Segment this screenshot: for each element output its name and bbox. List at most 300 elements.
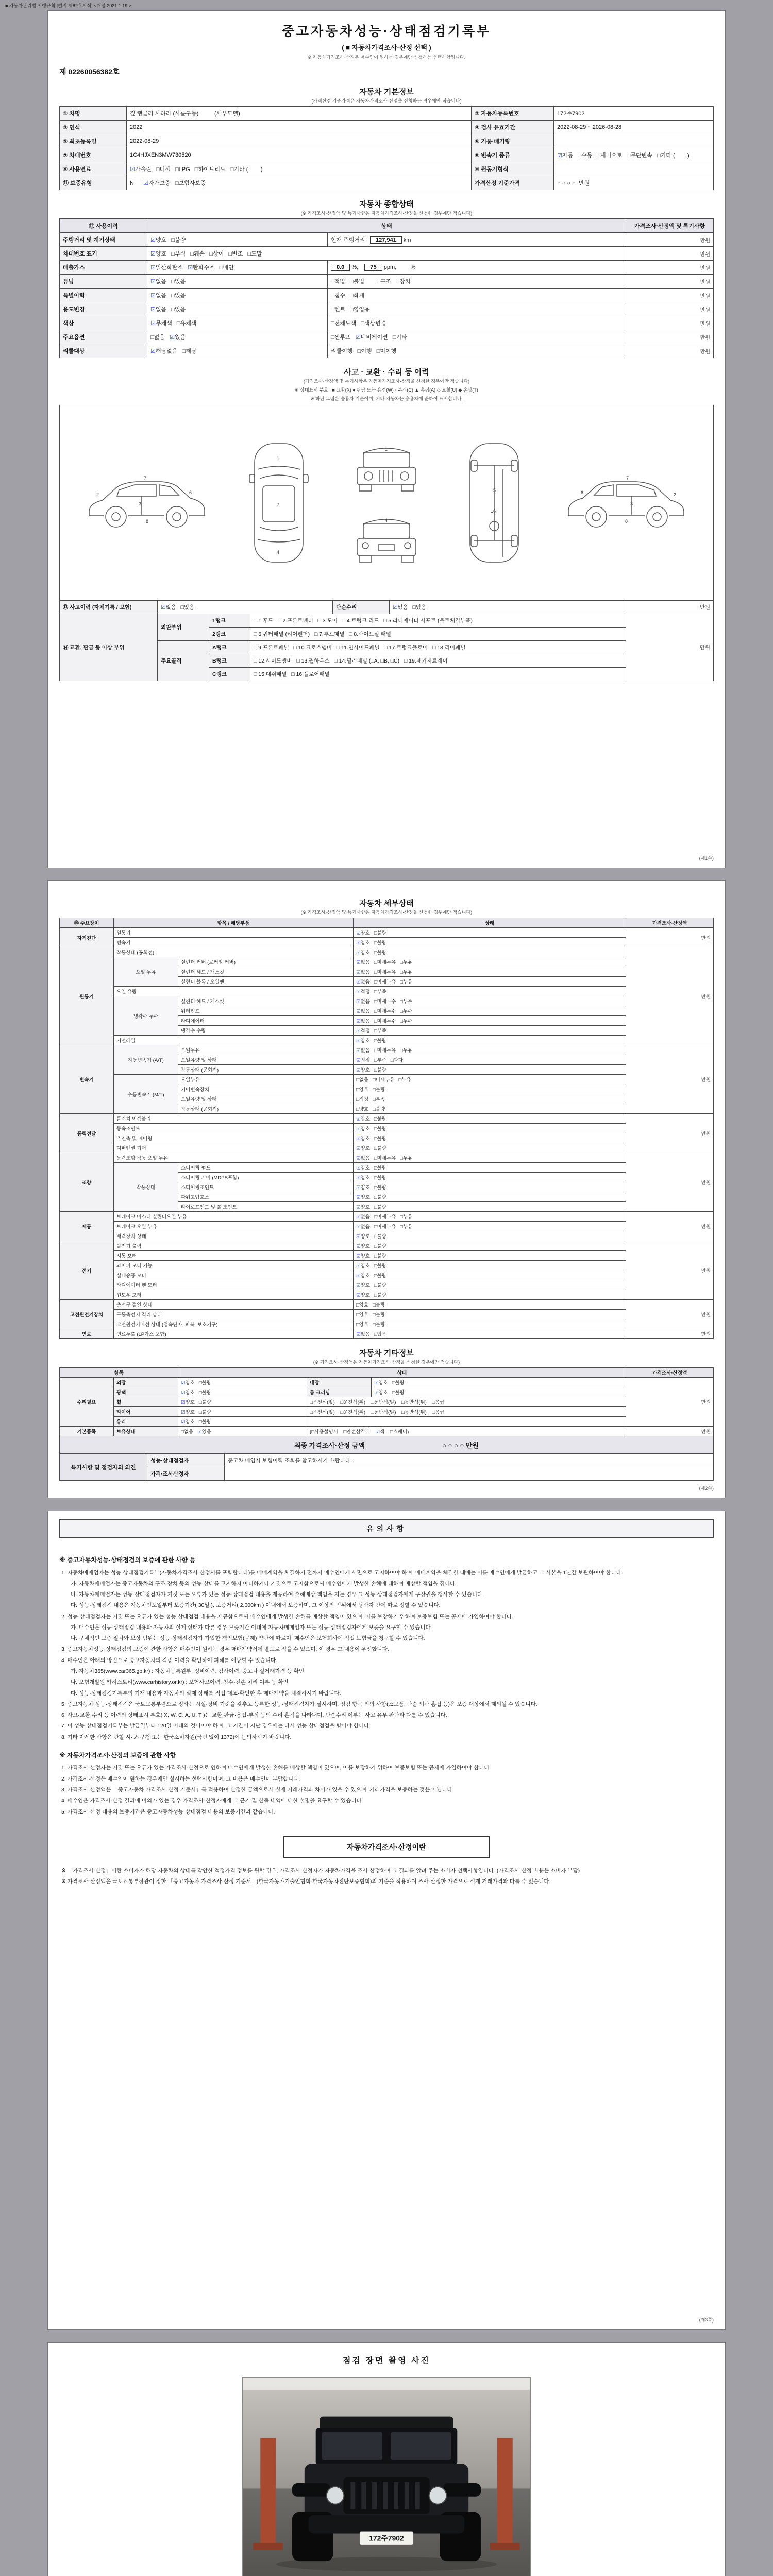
detail-state-options[interactable]: ☑없음 □미세누유 □누유 xyxy=(354,957,626,967)
appraiser-label: 가격·조사산정자 xyxy=(147,1467,225,1481)
warranty-type-options[interactable]: N ☑자가보증 □보험사보증 xyxy=(127,176,472,190)
final-price-value[interactable]: ○ ○ ○ ○ 만원 xyxy=(442,1442,479,1449)
detail-state-options[interactable]: ☑양호 □불량 xyxy=(354,947,626,957)
detail-header-state: 상태 xyxy=(354,918,626,928)
other-extra-options[interactable]: □운전석(앞) □운전석(뒤) □동반석(앞) □동반석(뒤) □응급 xyxy=(307,1397,626,1407)
detail-price-cell: 만원 xyxy=(626,947,714,1045)
detail-state-options[interactable]: ☑양호 □불량 xyxy=(354,1173,626,1182)
detail-state-options[interactable]: ☑적정 □부족 xyxy=(354,1026,626,1036)
detail-state-options[interactable]: ☑양호 □불량 xyxy=(354,1036,626,1045)
detail-item-label: 오일누유 xyxy=(178,1045,354,1055)
table-row xyxy=(60,275,714,289)
detail-item-label: 작동상태 (공회전) xyxy=(178,1065,354,1075)
overall-state-options[interactable]: ☑양호 □부식 □훼손 □상이 □변조 □도말 xyxy=(147,247,626,261)
other-state-options[interactable]: ☑양호 □불량 xyxy=(178,1378,307,1387)
table-row xyxy=(60,261,714,275)
document-subtitle: ( ■ 자동차가격조사·산정 선택 ) xyxy=(342,44,431,52)
other-extra-options[interactable]: (□사용설명서 □안전삼각대 ☑잭 □스패너) xyxy=(307,1427,626,1436)
overall-price-cell: 만원 xyxy=(626,261,714,275)
detail-subgroup-label: 수동변속기 (M/T) xyxy=(114,1075,178,1114)
overall-item-label: 주요옵션 xyxy=(60,330,147,344)
detail-item-label: 스티어링조인트 xyxy=(178,1182,354,1192)
overall-state-options[interactable]: □없음 ☑있음 xyxy=(147,330,328,344)
final-price-label: 최종 가격조사·산정 금액 xyxy=(294,1442,365,1449)
inspection-photo-front xyxy=(242,2377,531,2576)
other-extra-options[interactable]: □운전석(앞) □운전석(뒤) □동반석(앞) □동반석(뒤) □응급 xyxy=(307,1407,626,1417)
overall-state-options[interactable]: ☑없음 □있음 xyxy=(147,289,328,302)
detail-state-options[interactable]: ☑양호 □불량 xyxy=(354,1192,626,1202)
detail-item-label: 브레이크 마스터 실린더오일 누유 xyxy=(114,1212,354,1222)
detail-state-options[interactable]: ☑양호 □불량 xyxy=(354,1182,626,1192)
detail-price-cell: 만원 xyxy=(626,1114,714,1153)
detail-state-options[interactable]: ☑없음 □미세누유 □누유 xyxy=(354,1222,626,1231)
detail-item-label: 원동기 xyxy=(114,928,354,938)
detail-state-options[interactable]: □양호 □불량 xyxy=(354,1084,626,1094)
overall-item-label: 특별이력 xyxy=(60,289,147,302)
photo-section-title: 점검 장면 촬영 사진 xyxy=(343,2357,430,2365)
page-4 xyxy=(47,2342,726,2576)
table-row xyxy=(60,247,714,261)
table-row xyxy=(60,1280,714,1290)
overall-header-state: 상태 xyxy=(147,219,626,233)
detail-item-label: 실린더 블록 / 오일팬 xyxy=(178,977,354,987)
overall-header-price: 가격조사·산정액 및 특기사항 xyxy=(626,219,714,233)
main-frame-label: 주요골격 xyxy=(158,641,209,681)
other-state-options[interactable]: ☑양호 □불량 xyxy=(178,1387,307,1397)
table-row xyxy=(60,1397,714,1407)
detail-state-options[interactable]: ☑양호 □불량 xyxy=(354,928,626,938)
form-reference-note: ■ 자동차관리법 시행규칙 [별지 제82호서식] <개정 2021.1.19.> xyxy=(5,3,131,8)
table-row xyxy=(60,1045,714,1055)
final-price-row xyxy=(59,1436,714,1454)
table-row xyxy=(60,107,714,121)
table-row xyxy=(60,947,714,957)
overall-state-note: (※ 가격조사·산정액 및 특기사항은 자동차가격조사·산정을 신청한 경우에만 적습니다) xyxy=(300,211,473,216)
detail-item-label: 디퍼렌셜 기어 xyxy=(114,1143,354,1153)
other-state-options[interactable]: ☑양호 □불량 xyxy=(178,1407,307,1417)
detail-item-label: 작동상태 (공회전) xyxy=(114,947,354,957)
rank-b-label: B랭크 xyxy=(209,654,250,668)
detail-state-options[interactable]: ☑양호 □불량 xyxy=(354,1124,626,1133)
other-info-title: 자동차 기타정보 xyxy=(359,1349,414,1358)
overall-extra-options[interactable]: □적법 □불법 □구조 □장치 xyxy=(328,275,626,289)
svg-text:7: 7 xyxy=(143,476,146,481)
jeep-front-view xyxy=(292,2417,481,2562)
detail-group-label: 전기 xyxy=(60,1241,114,1300)
detail-item-label: 냉각수 수량 xyxy=(178,1026,354,1036)
notes-paragraph: 8. 기타 자세한 사항은 관할 시·군·구청 또는 한국소비자원(국번 없이 1372)에 문의하시기 바랍니다. xyxy=(61,1734,292,1740)
price-definition-title: 자동차가격조사·산정이란 xyxy=(283,1836,490,1858)
detail-state-options[interactable]: ☑적정 □부족 xyxy=(354,987,626,996)
detail-item-label: 기어변속장치 xyxy=(178,1084,354,1094)
damage-legend: ※ 상태표시 부호 : ■ 교환(X) ● 판금 또는 용접(W) ◦ 부식(C) ▲ 흠집(A) ◇ 요철(U) ◆ 손상(T) xyxy=(295,387,478,393)
base-price-value[interactable]: ○ ○ ○ ○ 만원 xyxy=(554,176,714,190)
other-info-note: (※ 가격조사·산정액은 자동차가격조사·산정을 신청한 경우에만 적습니다) xyxy=(313,1360,460,1365)
detail-state-options[interactable]: ☑양호 □불량 xyxy=(354,1290,626,1300)
page-1 xyxy=(47,10,726,868)
svg-text:8: 8 xyxy=(625,519,628,524)
table-row xyxy=(60,1310,714,1319)
detail-item-label: 구동축전지 격리 상태 xyxy=(114,1310,354,1319)
svg-text:2: 2 xyxy=(674,492,677,497)
svg-text:6: 6 xyxy=(189,490,192,495)
transmission-label: ⑧ 변속기 종류 xyxy=(472,148,554,162)
svg-text:1: 1 xyxy=(276,456,279,461)
other-item-label: 외장 xyxy=(114,1378,178,1387)
detail-state-options[interactable]: ☑없음 □미세누유 □누유 xyxy=(354,1153,626,1163)
notes-paragraph: 2. 가격조사·산정은 매수인이 원하는 경우에만 실시하는 선택사항이며, 그 비용은 매수인이 부담합니다. xyxy=(61,1775,300,1782)
model-year-value[interactable]: 2022 xyxy=(127,121,472,134)
rank-a-items[interactable]: □ 9.프론트패널 □ 10.크로스멤버 □ 11.인사이드패널 □ 17.트렁크플로어 □ 18.리어패널 xyxy=(250,641,626,654)
simple-repair-options[interactable]: ☑없음 □있음 xyxy=(390,601,626,614)
detail-state-options[interactable]: ☑양호 □불량 xyxy=(354,1065,626,1075)
table-row xyxy=(60,219,714,233)
transmission-options[interactable]: ☑자동 □수동 □세미오토 □무단변속 □기타 ( ) xyxy=(554,148,714,162)
first-registration-value[interactable]: 2022-08-29 xyxy=(127,134,472,148)
page-number: (제2쪽) xyxy=(699,1486,714,1491)
fuel-options[interactable]: ☑가솔린 □디젤 □LPG □하이브리드 □기타 ( ) xyxy=(127,162,472,176)
table-row xyxy=(60,1114,714,1124)
svg-text:15: 15 xyxy=(491,488,496,493)
detail-state-options[interactable]: ☑없음 □미세누수 □누수 xyxy=(354,996,626,1006)
table-row xyxy=(60,330,714,344)
accident-history-label: ⑬ 사고이력 (자체기록 / 보험) xyxy=(60,601,158,614)
other-item-label: 보유상태 xyxy=(114,1427,178,1436)
table-row xyxy=(60,918,714,928)
table-row xyxy=(60,1417,714,1427)
other-group-label: 기본품목 xyxy=(60,1427,114,1436)
other-price-cell: 만원 xyxy=(626,1427,714,1436)
detail-item-label: 윈도우 모터 xyxy=(114,1290,354,1300)
overall-item-label: 배출가스 xyxy=(60,261,147,275)
table-row xyxy=(60,1467,714,1481)
detail-state-options[interactable]: ☑양호 □불량 xyxy=(354,1143,626,1153)
rank-a-label: A랭크 xyxy=(209,641,250,654)
detail-state-options[interactable]: ☑양호 □불량 xyxy=(354,1231,626,1241)
detail-state-options[interactable]: □없음 □미세누유 □누유 xyxy=(354,1075,626,1084)
table-row xyxy=(60,1319,714,1329)
table-row xyxy=(60,121,714,134)
table-row xyxy=(60,1075,714,1084)
inspection-period-value[interactable]: 2022-08-29 ~ 2026-08-28 xyxy=(554,121,714,134)
table-row xyxy=(60,316,714,330)
other-state-options[interactable]: ☑양호 □불량 xyxy=(178,1397,307,1407)
svg-text:3: 3 xyxy=(630,501,633,506)
table-row xyxy=(60,1143,714,1153)
other-item-label: 룸 크리닝 xyxy=(307,1387,372,1397)
overall-item-label: 주행거리 및 계기상태 xyxy=(60,233,147,247)
detail-state-options[interactable]: ☑양호 □불량 xyxy=(354,1270,626,1280)
notes-paragraph: 1. 자동차매매업자는 성능·상태점검기록부(자동차가격조사·산정서를 포함합니다)를 매매계약을 체결하기 전까지 매수인에게 서면으로 고지하여야 하며, 매매계약을 체결한 때에는 이를 매수인에게 발급하고 그 사본을 1년간 보관하여야 합니다. xyxy=(61,1569,623,1576)
table-row xyxy=(60,938,714,947)
page-3 xyxy=(47,1511,726,2330)
fuel-label: ⑨ 사용연료 xyxy=(60,162,127,176)
document-number: 제 02260056382호 xyxy=(59,67,120,76)
car-name-label: ① 차명 xyxy=(60,107,127,121)
basic-info-note: (가격산정 기준가격은 자동차가격조사·산정을 신청하는 경우에만 적습니다) xyxy=(311,98,462,104)
other-item-label: 내장 xyxy=(307,1378,372,1387)
notes-paragraph: 5. 가격조사·산정 내용의 보증기간은 중고자동차성능·상태점검 내용의 보증기간과 같습니다. xyxy=(61,1808,275,1815)
inspector-remark[interactable]: 중고차 매입시 보험이력 조회를 참고하시기 바랍니다. xyxy=(225,1454,714,1467)
other-state-options[interactable]: □없음 ☑있음 xyxy=(178,1427,307,1436)
model-year-label: ③ 연식 xyxy=(60,121,127,134)
detail-group-label: 원동기 xyxy=(60,947,114,1045)
detail-state-options[interactable]: □양호 □불량 xyxy=(354,1300,626,1310)
car-front-diagram xyxy=(348,438,425,496)
other-extra-options[interactable] xyxy=(307,1417,626,1427)
overall-state-options[interactable]: ☑양호 □불량 xyxy=(147,233,328,247)
detail-item-label: 클러치 어셈블리 xyxy=(114,1114,354,1124)
notes-section-heading: ※ 중고자동차성능·상태점검의 보증에 관한 사항 등 xyxy=(59,1556,196,1564)
table-row xyxy=(60,1378,714,1387)
table-row xyxy=(60,1241,714,1251)
table-row xyxy=(60,1133,714,1143)
engine-type-label: ⑩ 원동기형식 xyxy=(472,162,554,176)
overall-item-label: 튜닝 xyxy=(60,275,147,289)
detail-state-note: (※ 가격조사·산정액 및 특기사항은 자동차가격조사·산정을 신청한 경우에만 적습니다) xyxy=(300,910,473,915)
car-name-value[interactable]: 짚 랭글러 사하라 (사륜구동) (세부모델) xyxy=(127,107,472,121)
car-damage-diagram xyxy=(59,405,714,601)
overall-state-options[interactable]: ☑없음 □있음 xyxy=(147,275,328,289)
detail-group-label: 자기진단 xyxy=(60,928,114,947)
detail-item-label: 와이퍼 모터 기능 xyxy=(114,1261,354,1270)
table-row xyxy=(60,289,714,302)
other-state-options[interactable]: ☑양호 □불량 xyxy=(372,1387,626,1397)
other-state-options[interactable]: ☑양호 □불량 xyxy=(372,1378,626,1387)
detail-state-options[interactable]: ☑양호 □불량 xyxy=(354,1261,626,1270)
table-row xyxy=(60,996,714,1006)
table-row xyxy=(60,1407,714,1417)
detail-item-label: 라디에이터 xyxy=(178,1016,354,1026)
overall-extra-options[interactable]: 0.0 %, 75 ppm, % xyxy=(328,261,626,275)
other-item-label: 광택 xyxy=(114,1387,178,1397)
accident-history-options[interactable]: ☑없음 □있음 xyxy=(158,601,333,614)
notes-paragraph: 1. 가격조사·산정자는 거짓 또는 오류가 있는 가격조사·산정으로 인하여 매수인에게 발생한 손해를 배상할 책임이 있으며, 이를 보장하기 위하여 보증보험 또는 공제에 가입하여야 합니다. xyxy=(61,1765,491,1771)
detail-state-options[interactable]: ☑양호 □불량 xyxy=(354,1241,626,1251)
other-header-price: 가격조사·산정액 xyxy=(626,1368,714,1378)
detail-state-options[interactable]: ☑양호 □불량 xyxy=(354,938,626,947)
notes-paragraph: 4. 매수인은 아래의 방법으로 중고자동차의 각종 이력을 확인하여 피해를 예방할 수 있습니다. xyxy=(61,1657,278,1664)
detail-item-label: 타이로드엔드 및 볼 조인트 xyxy=(178,1202,354,1212)
registration-number-label: ② 자동차등록번호 xyxy=(472,107,554,121)
warranty-type-label: ⑪ 보증유형 xyxy=(60,176,127,190)
price-definition-paragraph: ※ 「가격조사·산정」이란 소비자가 해당 자동차의 상태를 감안한 적정가격 정보를 원할 경우, 가격조사·산정자가 자동차가격을 조사·산정하여 그 결과를 알려 주는 소비자 선택사항입니다. (가격조사·산정 비용은 소비자 부담) xyxy=(61,1867,580,1874)
detail-item-label: 충전구 절연 상태 xyxy=(114,1300,354,1310)
table-row xyxy=(60,1454,714,1467)
detail-item-label: 오일누유 xyxy=(178,1075,354,1084)
page-number: (제1쪽) xyxy=(699,856,714,861)
detail-header-system: ⑮ 주요장치 xyxy=(60,918,114,928)
detail-state-options[interactable]: ☑양호 □불량 xyxy=(354,1163,626,1173)
overall-state-options[interactable]: ☑무채색 □유채색 xyxy=(147,316,328,330)
detail-state-options[interactable]: ☑양호 □불량 xyxy=(354,1202,626,1212)
inspector-label: 성능·상태점검자 xyxy=(147,1454,225,1467)
detail-item-label: 스티어링 기어 (MDPS포함) xyxy=(178,1173,354,1182)
detail-item-label: 추진축 및 베어링 xyxy=(114,1133,354,1143)
other-state-options[interactable]: ☑양호 □불량 xyxy=(178,1417,307,1427)
notes-paragraph: 나. 자동차매매업자는 성능·상태점검자가 거짓 또는 오류가 있는 성능·상태점검 내용을 제공하여 손해배상 책임을 지는 경우 그 성능·상태점검자에게 구상권을 행사할 수 있습니다. xyxy=(71,1591,484,1598)
remarks-table xyxy=(59,1453,714,1481)
table-row xyxy=(60,1368,714,1378)
detail-state-options[interactable]: ☑적정 □부족 □과다 xyxy=(354,1055,626,1065)
car-front-rear-diagrams xyxy=(348,438,425,567)
rank-b-items[interactable]: □ 12.사이드멤버 □ 13.휠하우스 □ 14.필러패널 (□A, □B, □C) □ 19.패키지트레이 xyxy=(250,654,626,668)
detail-group-label: 조향 xyxy=(60,1153,114,1212)
detail-item-label: 스티어링 펌프 xyxy=(178,1163,354,1173)
table-row xyxy=(60,1231,714,1241)
detail-state-options[interactable]: ☑없음 □미세누수 □누수 xyxy=(354,1016,626,1026)
detail-state-table xyxy=(59,918,714,1339)
exchange-repair-parts-table xyxy=(59,614,714,681)
detail-price-cell: 만원 xyxy=(626,1045,714,1114)
detail-item-label: 발전기 출력 xyxy=(114,1241,354,1251)
detail-item-label: 작동상태 (공회전) xyxy=(178,1104,354,1114)
detail-group-label: 연료 xyxy=(60,1329,114,1339)
detail-subgroup-label: 자동변속기 (A/T) xyxy=(114,1045,178,1075)
detail-group-label: 제동 xyxy=(60,1212,114,1241)
detail-item-label: 오일유량 및 상태 xyxy=(178,1094,354,1104)
notes-paragraph: 다. 성능·상태점검 내용은 자동차인도일부터 보증기간( 30일 ), 보증거리( 2,000km ) 이내에서 보증하며, 그 이상의 범위에서 당사자 간에 따로 정할 수 있습니다. xyxy=(71,1602,441,1609)
other-header-state: 상태 xyxy=(178,1368,626,1378)
table-row xyxy=(60,1387,714,1397)
overall-price-cell: 만원 xyxy=(626,275,714,289)
other-item-label: 휠 xyxy=(114,1397,178,1407)
table-row xyxy=(60,176,714,190)
detail-state-options[interactable]: ☑양호 □불량 xyxy=(354,1251,626,1261)
svg-text:4: 4 xyxy=(276,550,279,555)
notes-paragraph: 가. 자동차365(www.car365.go.kr) : 자동차등록원부, 정비이력, 검사이력, 중고차 실거래가격 등 확인 xyxy=(71,1668,305,1674)
svg-text:4: 4 xyxy=(384,518,388,523)
overall-state-options[interactable]: ☑해당없음 □해당 xyxy=(147,344,328,358)
notes-section-heading: ※ 자동차가격조사·산정의 보증에 관한 사항 xyxy=(59,1751,176,1759)
price-definition-body xyxy=(59,1864,714,1889)
base-price-label: 가격산정 기준가격 xyxy=(472,176,554,190)
table-row xyxy=(60,1261,714,1270)
overall-extra-options[interactable]: □전체도색 □색상변경 xyxy=(328,316,626,330)
svg-text:16: 16 xyxy=(491,509,496,514)
overall-price-cell: 만원 xyxy=(626,330,714,344)
simple-repair-label: 단순수리 xyxy=(333,601,390,614)
vin-value[interactable]: 1C4HJXEN3MW730520 xyxy=(127,148,472,162)
detail-state-options[interactable]: ☑없음 □미세누수 □누수 xyxy=(354,1006,626,1016)
overall-state-options[interactable]: ☑없음 □있음 xyxy=(147,302,328,316)
table-row xyxy=(60,1153,714,1163)
rank-1-items[interactable]: □ 1.후드 □ 2.프론트펜더 □ 3.도어 □ 4.트렁크 리드 □ 5.라디에이터 서포트 (볼트체결부품) xyxy=(250,614,626,628)
overall-extra-options[interactable]: □썬루프 ☑네비게이션 □기타 xyxy=(328,330,626,344)
inspection-period-label: ④ 검사 유효기간 xyxy=(472,121,554,134)
notes-paragraph: 2. 성능·상태점검자는 거짓 또는 오류가 있는 성능·상태점검 내용을 제공함으로써 매수인에게 발생한 손해를 배상할 책임이 있으며, 이를 보장하기 위하여 보증보험 또는 공제에 가입하여야 합니다. xyxy=(61,1613,513,1620)
overall-extra-options[interactable]: 리콜이행 □이행 □미이행 xyxy=(328,344,626,358)
other-item-label: 타이어 xyxy=(114,1407,178,1417)
table-row xyxy=(60,162,714,176)
detail-item-label: 실린더 헤드 / 개스킷 xyxy=(178,967,354,977)
detail-state-options[interactable]: ☑없음 □미세누유 □누유 xyxy=(354,1045,626,1055)
overall-state-options[interactable]: ☑일산화탄소 ☑탄화수소 □매연 xyxy=(147,261,328,275)
detail-group-label: 변속기 xyxy=(60,1045,114,1114)
overall-extra-options[interactable]: 현재 주행거리 127,941 km xyxy=(328,233,626,247)
page-number: (제3쪽) xyxy=(699,2317,714,2323)
table-row xyxy=(60,344,714,358)
detail-state-options[interactable]: ☑없음 □미세누유 □누유 xyxy=(354,1212,626,1222)
rank-2-label: 2랭크 xyxy=(209,628,250,641)
detail-group-label: 고전원전기장치 xyxy=(60,1300,114,1329)
svg-text:3: 3 xyxy=(138,501,141,506)
svg-text:8: 8 xyxy=(145,519,148,524)
detail-subgroup-label: 오일 누유 xyxy=(114,957,178,987)
detail-subgroup-label: 냉각수 누수 xyxy=(114,996,178,1036)
displacement-label: ⑥ 기통·배기량 xyxy=(472,134,554,148)
overall-extra-options[interactable]: □침수 □화재 xyxy=(328,289,626,302)
damage-legend-2: ※ 하단 그림은 승용차 기준이며, 기타 자동차는 승용차에 준하여 표시합니다. xyxy=(310,396,463,401)
first-registration-label: ⑤ 최초등록일 xyxy=(60,134,127,148)
detail-state-options[interactable]: □양호 □불량 xyxy=(354,1104,626,1114)
svg-text:2: 2 xyxy=(96,492,99,497)
registration-number-value[interactable]: 172주7902 xyxy=(554,107,714,121)
rank-c-items[interactable]: □ 15.대쉬패널 □ 16.플로어패널 xyxy=(250,668,626,681)
other-item-label: 유리 xyxy=(114,1417,178,1427)
overall-price-cell: 만원 xyxy=(626,289,714,302)
detail-state-options[interactable]: □양호 □불량 xyxy=(354,1310,626,1319)
table-row xyxy=(60,614,714,628)
displacement-value[interactable] xyxy=(554,134,714,148)
detail-item-label: 오일유량 및 상태 xyxy=(178,1055,354,1065)
detail-state-options[interactable]: ☑없음 □미세누유 □누유 xyxy=(354,977,626,987)
table-row xyxy=(60,148,714,162)
detail-state-options[interactable]: ☑없음 □있음 xyxy=(354,1329,626,1339)
accident-history-note: (가격조사·산정액 및 특기사항은 자동차가격조사·산정을 신청한 경우에만 적습니다) xyxy=(303,379,470,384)
detail-item-label: 실린더 커버 (로커암 커버) xyxy=(178,957,354,967)
detail-item-label: 배력장치 상태 xyxy=(114,1231,354,1241)
detail-state-options[interactable]: □양호 □불량 xyxy=(354,1319,626,1329)
overall-price-cell: 만원 xyxy=(626,316,714,330)
document-subtitle-note: ※ 자동차가격조사·산정은 매수인이 원하는 경우에만 신청하는 선택사항입니다. xyxy=(307,55,466,60)
overall-item-label: 리콜대상 xyxy=(60,344,147,358)
detail-group-label: 동력전달 xyxy=(60,1114,114,1153)
notes-paragraph: 5. 중고자동차 성능·상태점검은 국토교통부령으로 정하는 시설·장비 기준을 갖추고 등록한 성능·상태점검자가 실시하며, 점검 항목 외의 사항(소모품, 단순 외관 흠집 등)은 보증 대상에서 제외될 수 있습니다. xyxy=(61,1701,537,1707)
accident-history-title: 사고 · 교환 · 수리 등 이력 xyxy=(344,368,429,377)
detail-price-cell: 만원 xyxy=(626,1329,714,1339)
table-row xyxy=(60,957,714,967)
detail-price-cell: 만원 xyxy=(626,1212,714,1241)
table-row xyxy=(60,302,714,316)
overall-extra-options[interactable]: □렌트 □영업용 xyxy=(328,302,626,316)
notes-paragraph: 6. 사고·교환·수리 등 이력의 상태표시 부호( X, W, C, A, U, T )는 교환·판금·용접·부식 등의 수리 흔적을 나타내며, 단순수리 여부는 사고 유무 판단과 다를 수 있습니다. xyxy=(61,1712,447,1719)
detail-header-item: 항목 / 해당부품 xyxy=(114,918,354,928)
overall-price-cell: 만원 xyxy=(626,302,714,316)
detail-item-label: 변속기 xyxy=(114,938,354,947)
car-underside-diagram xyxy=(461,438,528,567)
engine-type-value[interactable] xyxy=(554,162,714,176)
detail-item-label: 라디에이터 팬 모터 xyxy=(114,1280,354,1290)
car-right-side-diagram xyxy=(563,464,692,541)
car-left-side-diagram xyxy=(81,464,210,541)
detail-state-options[interactable]: ☑양호 □불량 xyxy=(354,1133,626,1143)
detail-item-label: 실린더 헤드 / 개스킷 xyxy=(178,996,354,1006)
detail-state-options[interactable]: ☑양호 □불량 xyxy=(354,1114,626,1124)
detail-state-options[interactable]: □적정 □부족 xyxy=(354,1094,626,1104)
table-row xyxy=(60,1300,714,1310)
table-row xyxy=(60,1329,714,1339)
notes-paragraph: 가. 자동차매매업자는 중고자동차의 구조·장치 등의 성능·상태를 고지하지 아니하거나 거짓으로 고지함으로써 매수인에게 발생한 손해에 대하여 배상할 책임을 집니다. xyxy=(71,1580,457,1587)
detail-state-options[interactable]: ☑없음 □미세누유 □누유 xyxy=(354,967,626,977)
detail-state-options[interactable]: ☑양호 □불량 xyxy=(354,1280,626,1290)
car-rear-diagram xyxy=(348,510,425,567)
appraiser-remark[interactable] xyxy=(225,1467,714,1481)
detail-item-label: 동력조향 작동 오일 누유 xyxy=(114,1153,354,1163)
notes-paragraph: 4. 매수인은 가격조사·산정 결과에 이의가 있는 경우 가격조사·산정자에게 그 근거 및 산출 내역에 대한 설명을 요구할 수 있습니다. xyxy=(61,1798,363,1804)
rank-2-items[interactable]: □ 6.쿼터패널 (리어펜더) □ 7.루프패널 □ 8.사이드실 패널 xyxy=(250,628,626,641)
table-row xyxy=(60,1036,714,1045)
